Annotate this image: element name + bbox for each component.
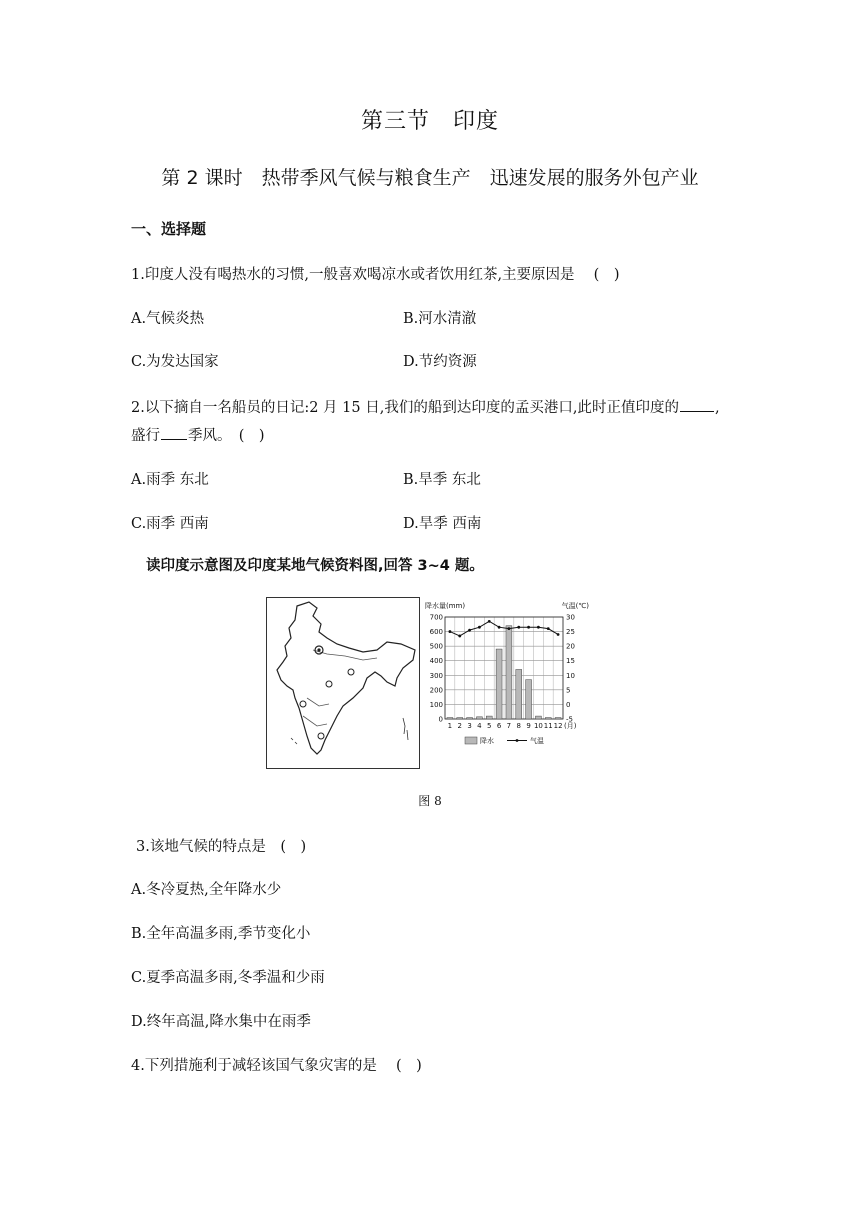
temperature-point xyxy=(517,626,520,629)
question-2-stem-text-2: 盛行 xyxy=(131,428,160,444)
legend-temp-label: 气温 xyxy=(530,737,544,745)
x-tick-label: 5 xyxy=(487,722,492,730)
precip-bar xyxy=(447,718,453,719)
legend-bar-swatch xyxy=(465,737,477,744)
climate-chart-svg xyxy=(423,597,591,769)
legend-line-marker xyxy=(516,739,519,742)
question-2-option-d: D.旱季 西南 xyxy=(403,516,482,532)
precip-bar xyxy=(467,718,473,719)
question-1-option-d: D.节约资源 xyxy=(403,354,477,370)
y-tick-left: 100 xyxy=(429,700,443,709)
temperature-point xyxy=(547,627,550,630)
x-tick-label: 11 xyxy=(543,722,553,730)
temperature-point xyxy=(478,626,481,629)
y-tick-right: 5 xyxy=(566,686,571,695)
figure-intro: 读印度示意图及印度某地气候资料图,回答 3~4 题。 xyxy=(146,558,484,574)
question-2-stem-comma: , xyxy=(714,400,720,416)
question-2-option-b: B.旱季 东北 xyxy=(403,472,481,488)
x-tick-label: 12 xyxy=(553,722,563,730)
y-axis-right-title: 气温(℃) xyxy=(561,602,589,610)
y-tick-right: 30 xyxy=(566,613,575,622)
y-tick-left: 600 xyxy=(429,628,443,637)
y-tick-left: 700 xyxy=(429,613,443,622)
figure-caption: 图 8 xyxy=(418,794,442,808)
precip-bar xyxy=(476,717,482,719)
x-tick-label: 8 xyxy=(516,722,521,730)
y-tick-right: 10 xyxy=(566,671,575,680)
y-tick-left: 400 xyxy=(429,657,443,666)
precip-bar xyxy=(516,669,522,719)
page-title: 第三节 印度 xyxy=(360,109,499,134)
y-tick-right: 0 xyxy=(566,700,571,709)
x-tick-label: 7 xyxy=(506,722,512,730)
x-axis-unit: (月) xyxy=(564,722,577,730)
x-tick-label: 9 xyxy=(526,722,531,730)
lesson-subtitle: 第 2 课时 热带季风气候与粮食生产 迅速发展的服务外包产业 xyxy=(161,167,699,189)
x-tick-label: 2 xyxy=(457,722,462,730)
y-tick-right: 15 xyxy=(566,657,575,666)
climate-chart xyxy=(423,597,591,769)
legend-precip-label: 降水 xyxy=(480,737,494,745)
temperature-point xyxy=(488,620,491,623)
y-tick-left: 500 xyxy=(429,642,443,651)
precip-bar xyxy=(526,680,532,719)
precip-bar xyxy=(555,718,561,719)
temperature-point xyxy=(557,633,560,636)
question-2-stem-text-3: 季风。 ( ) xyxy=(188,428,265,444)
temperature-point xyxy=(508,627,511,630)
section-heading: 一、选择题 xyxy=(131,220,207,238)
question-3-option-c: C.夏季高温多雨,冬季温和少雨 xyxy=(131,970,325,986)
figure-8 xyxy=(266,597,592,769)
question-1-option-c: C.为发达国家 xyxy=(131,354,219,370)
question-4-stem: 4.下列措施利于减轻该国气象灾害的是 ( ) xyxy=(131,1058,422,1074)
precip-bar xyxy=(506,626,512,719)
y-tick-right: 20 xyxy=(566,642,575,651)
temperature-point xyxy=(537,626,540,629)
x-tick-label: 6 xyxy=(496,722,502,730)
question-1-stem: 1.印度人没有喝热水的习惯,一般喜欢喝凉水或者饮用红茶,主要原因是 ( ) xyxy=(131,267,620,283)
question-2-stem-line1 xyxy=(131,396,720,417)
y-tick-right: 25 xyxy=(566,628,575,637)
temperature-point xyxy=(527,626,530,629)
temperature-point xyxy=(458,635,461,638)
question-2-option-a: A.雨季 东北 xyxy=(131,472,209,488)
question-3-option-a: A.冬冷夏热,全年降水少 xyxy=(131,882,282,898)
precip-bar xyxy=(486,716,492,719)
precip-bar xyxy=(496,649,502,719)
question-3-option-d: D.终年高温,降水集中在雨季 xyxy=(131,1014,311,1030)
question-2-option-c: C.雨季 西南 xyxy=(131,516,209,532)
answer-blank xyxy=(680,399,714,412)
y-axis-left-title: 降水量(mm) xyxy=(425,602,466,610)
x-tick-label: 4 xyxy=(477,722,482,730)
temperature-point xyxy=(498,626,501,629)
x-tick-label: 10 xyxy=(533,722,543,730)
question-3-stem: 3.该地气候的特点是 ( ) xyxy=(136,839,307,855)
precip-bar xyxy=(545,718,551,719)
question-1-option-a: A.气候炎热 xyxy=(131,311,205,327)
answer-blank xyxy=(161,427,187,440)
question-3-option-b: B.全年高温多雨,季节变化小 xyxy=(131,926,311,942)
question-2-stem-line2 xyxy=(131,424,265,445)
y-tick-left: 200 xyxy=(429,686,443,695)
india-map-outline xyxy=(267,598,419,768)
temperature-point xyxy=(449,630,452,633)
y-tick-left: 0 xyxy=(438,715,443,724)
precip-bar xyxy=(535,716,541,719)
y-tick-left: 300 xyxy=(429,671,443,680)
temperature-point xyxy=(468,629,471,632)
question-1-option-b: B.河水清澈 xyxy=(403,311,477,327)
x-tick-label: 3 xyxy=(467,722,472,730)
precip-bar xyxy=(457,718,463,719)
y-tick-right: -5 xyxy=(566,715,573,724)
india-map xyxy=(266,597,420,769)
x-tick-label: 1 xyxy=(447,722,453,730)
question-2-stem-text: 2.以下摘自一名船员的日记:2 月 15 日,我们的船到达印度的孟买港口,此时正值印度的 xyxy=(131,400,679,416)
